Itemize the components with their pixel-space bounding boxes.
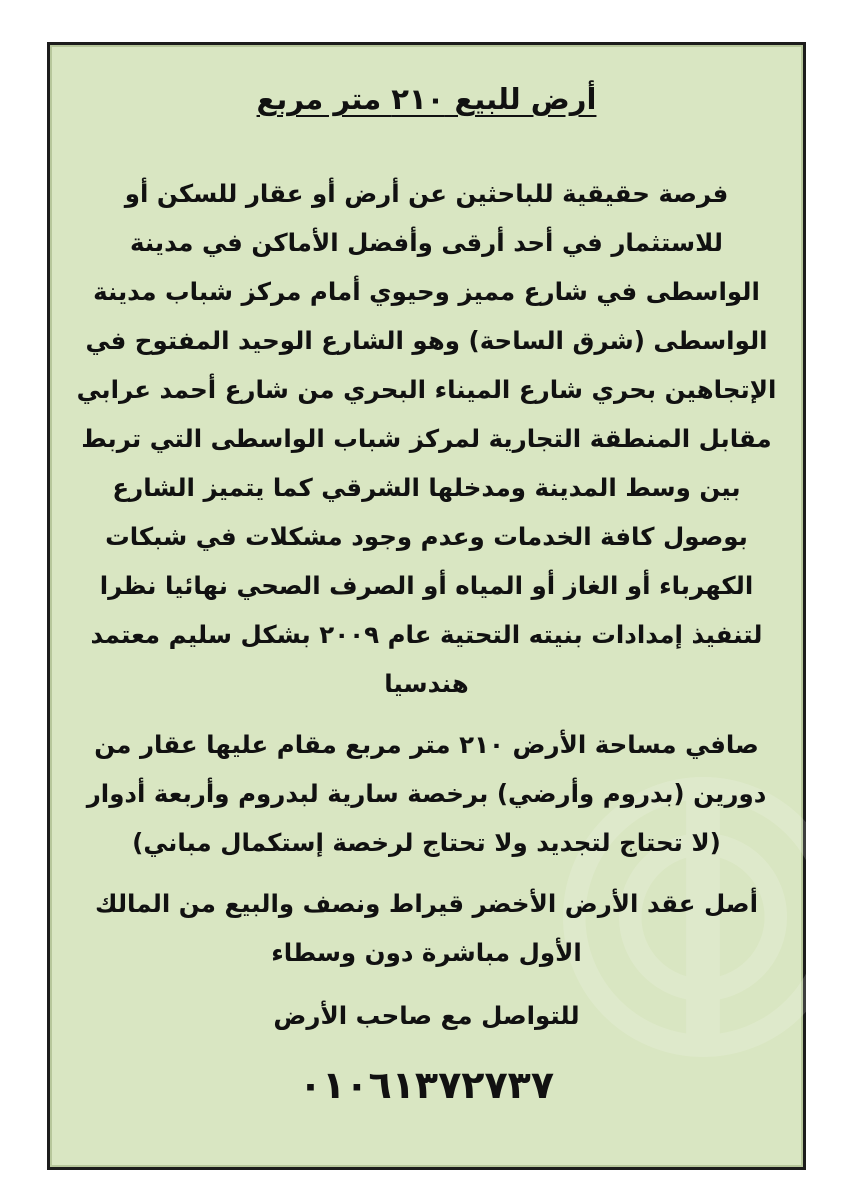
ad-area-paragraph: صافي مساحة الأرض ٢١٠ متر مربع مقام عليها عقار من دورين (بدروم وأرضي) برخصة سارية لبدروم وأربعة أدوار (لا تحتاج لتجديد ولا تحتاج لرخصة إستكمال مباني)	[86, 730, 767, 857]
contact-label: للتواصل مع صاحب الأرض	[273, 1001, 580, 1030]
flyer-frame	[47, 42, 806, 1170]
flyer-content	[74, 63, 779, 1112]
phone-number: ٠١٠٦١٣٧٢٧٣٧	[298, 1063, 555, 1107]
ad-title: أرض للبيع ٢١٠ متر مربع	[256, 82, 597, 116]
ad-description-paragraph: فرصة حقيقية للباحثين عن أرض أو عقار للسكن أو للاستثمار في أحد أرقى وأفضل الأماكن في مدينة الواسطى في شارع مميز وحيوي أمام مركز شباب مدينة الواسطى (شرق الساحة) وهو الشارع الوحيد المفتوح في الإتجاهين بحري شارع الميناء البحري من شارع أحمد عرابي مقابل المنطقة التجارية لمركز شباب الواسطى التي تربط بين وسط المدينة ومدخلها الشرقي كما يتميز الشارع بوصول كافة الخدمات وعدم وجود مشكلات في شبكات الكهرباء أو الغاز أو المياه أو الصرف الصحي نهائيا نظرا لتنفيذ إمدادات بنيته التحتية عام ٢٠٠٩ بشكل سليم معتمد هندسيا	[76, 179, 777, 698]
ad-contract-paragraph: أصل عقد الأرض الأخضر قيراط ونصف والبيع من المالك الأول مباشرة دون وسطاء	[95, 889, 758, 967]
